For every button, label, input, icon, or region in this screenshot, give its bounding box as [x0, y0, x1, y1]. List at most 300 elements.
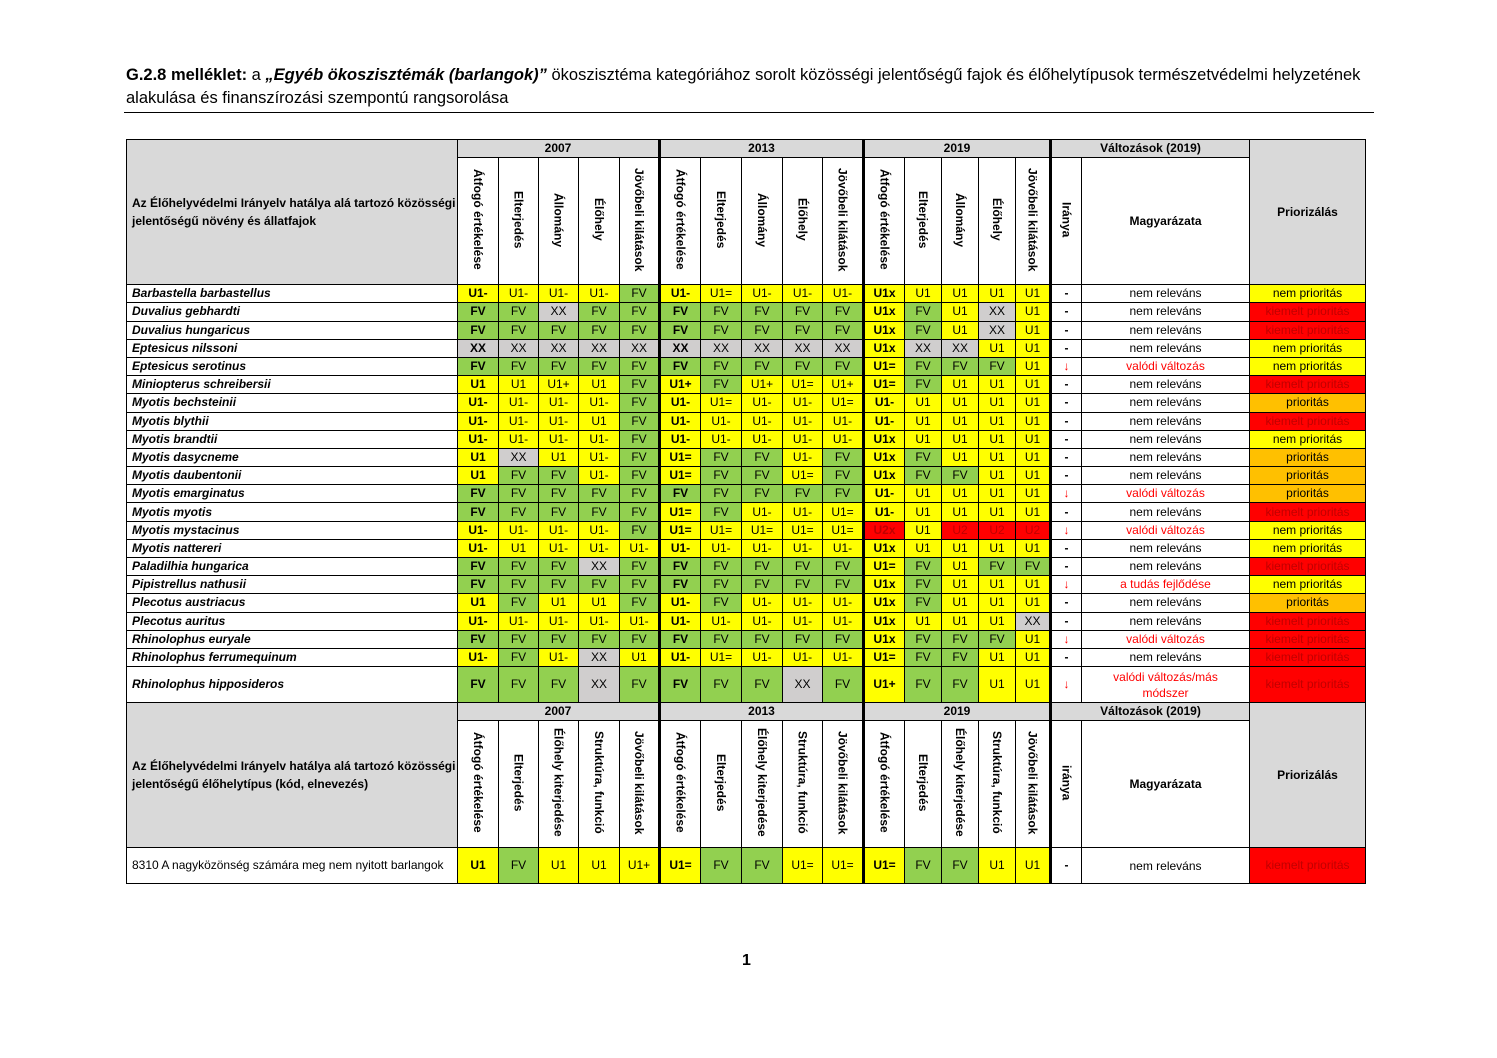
status-cell: U1	[979, 285, 1016, 303]
status-cell: U2	[979, 521, 1016, 539]
status-cell: U1-	[823, 594, 864, 612]
direction-cell: -	[1051, 285, 1082, 303]
subheader-cell	[458, 158, 499, 285]
status-cell: U1	[942, 303, 979, 321]
priority-cell: kiemelt prioritás	[1250, 321, 1366, 339]
status-cell: U1x	[864, 576, 905, 594]
table-row	[127, 485, 1366, 503]
explanation-cell: nem releváns	[1082, 339, 1250, 357]
status-cell: U1-	[539, 412, 579, 430]
status-cell: FV	[620, 594, 660, 612]
status-cell: U1	[979, 594, 1016, 612]
status-cell: U1	[579, 376, 620, 394]
status-cell: U1	[942, 321, 979, 339]
status-cell: U1	[905, 521, 942, 539]
status-cell: FV	[539, 630, 579, 648]
table-row	[127, 594, 1366, 612]
status-cell: U1-	[660, 430, 701, 448]
status-cell: FV	[499, 558, 539, 576]
priority-cell: prioritás	[1250, 594, 1366, 612]
status-cell: U1	[458, 467, 499, 485]
status-cell: U1-	[783, 648, 823, 666]
status-cell: FV	[742, 630, 783, 648]
table-row	[127, 430, 1366, 448]
status-cell: U1=	[783, 848, 823, 884]
status-cell: U1-	[579, 285, 620, 303]
explanation-cell: nem releváns	[1082, 303, 1250, 321]
status-cell: U1	[579, 594, 620, 612]
priority-header: Priorizálás	[1250, 703, 1366, 848]
status-cell: U1	[905, 394, 942, 412]
status-cell: FV	[905, 848, 942, 884]
status-cell: FV	[458, 303, 499, 321]
subheader-label: Állomány	[953, 192, 967, 247]
status-cell: FV	[499, 667, 539, 703]
subheader-label: Állomány	[551, 192, 566, 247]
status-cell: FV	[620, 667, 660, 703]
status-cell: FV	[620, 376, 660, 394]
row-name: Eptesicus serotinus	[127, 357, 458, 375]
status-cell: FV	[620, 285, 660, 303]
status-cell: U1x	[864, 339, 905, 357]
status-cell: U1	[979, 848, 1016, 884]
explanation-cell: nem releváns	[1082, 539, 1250, 557]
status-cell: U1	[942, 376, 979, 394]
status-cell: FV	[620, 448, 660, 466]
status-cell: FV	[742, 467, 783, 485]
status-cell: FV	[783, 303, 823, 321]
status-cell: U1	[942, 448, 979, 466]
subheader-label: Élőhely	[990, 198, 1004, 242]
subheader-label: Jövőbeli kilátások	[632, 167, 646, 272]
status-cell: U1	[539, 848, 579, 884]
year-header-2019: 2019	[864, 703, 1051, 721]
status-cell: U1-	[864, 503, 905, 521]
status-cell: FV	[499, 467, 539, 485]
status-cell: U1=	[823, 848, 864, 884]
status-cell: U1-	[783, 448, 823, 466]
row-name: Rhinolophus ferrumequinum	[127, 648, 458, 666]
changes-header: Változások (2019)	[1051, 140, 1250, 158]
status-cell: U1	[979, 539, 1016, 557]
status-cell: FV	[620, 430, 660, 448]
explanation-header: Magyarázata	[1082, 721, 1250, 848]
direction-cell: -	[1051, 448, 1082, 466]
status-cell: U1+	[742, 376, 783, 394]
status-cell: U1-	[783, 594, 823, 612]
status-cell: FV	[579, 576, 620, 594]
explanation-cell: valódi változás	[1082, 630, 1250, 648]
year-header-row	[127, 703, 1366, 721]
status-cell: U1	[499, 376, 539, 394]
status-cell: FV	[539, 503, 579, 521]
status-cell: FV	[660, 558, 701, 576]
status-cell: FV	[905, 594, 942, 612]
status-cell: U1	[942, 285, 979, 303]
status-cell: FV	[499, 321, 539, 339]
status-cell: FV	[905, 303, 942, 321]
subheader-cell	[742, 721, 783, 848]
status-cell: FV	[783, 357, 823, 375]
row-name: Myotis daubentonii	[127, 467, 458, 485]
row-name: Pipistrellus nathusii	[127, 576, 458, 594]
row-name: Eptesicus nilssoni	[127, 339, 458, 357]
direction-cell: ↓	[1051, 667, 1082, 703]
row-name: Barbastella barbastellus	[127, 285, 458, 303]
status-cell: U1-	[660, 394, 701, 412]
subheader-cell	[620, 158, 660, 285]
status-cell: FV	[905, 448, 942, 466]
status-cell: U1	[905, 285, 942, 303]
status-cell: XX	[942, 339, 979, 357]
priority-cell: nem prioritás	[1250, 357, 1366, 375]
status-cell: FV	[539, 467, 579, 485]
status-cell: U1-	[539, 648, 579, 666]
status-cell: U1-	[620, 612, 660, 630]
status-cell: XX	[579, 648, 620, 666]
status-cell: U1-	[701, 612, 742, 630]
status-cell: U1-	[660, 412, 701, 430]
row-name: Duvalius hungaricus	[127, 321, 458, 339]
status-cell: U1-	[864, 394, 905, 412]
subheader-label: Struktúra, funkció	[592, 731, 606, 835]
status-cell: FV	[579, 630, 620, 648]
table-row	[127, 667, 1366, 703]
row-name: Rhinolophus hipposideros	[127, 667, 458, 703]
status-cell: U1-	[579, 539, 620, 557]
status-cell: U1+	[823, 376, 864, 394]
status-cell: FV	[620, 503, 660, 521]
table-row	[127, 630, 1366, 648]
status-cell: U1	[1016, 539, 1051, 557]
table-row	[127, 521, 1366, 539]
status-cell: FV	[620, 485, 660, 503]
row-name: Paladilhia hungarica	[127, 558, 458, 576]
status-cell: FV	[539, 576, 579, 594]
year-header-row	[127, 140, 1366, 158]
row-name: 8310 A nagyközönség számára meg nem nyitott barlangok	[127, 848, 458, 884]
subheader-cell	[783, 721, 823, 848]
status-cell: FV	[905, 467, 942, 485]
status-cell: U1	[942, 558, 979, 576]
status-cell: U1	[979, 376, 1016, 394]
status-cell: FV	[979, 558, 1016, 576]
status-cell: U1	[979, 394, 1016, 412]
subheader-cell	[823, 721, 864, 848]
status-cell: U1-	[823, 539, 864, 557]
status-cell: U1=	[783, 521, 823, 539]
status-cell: U1-	[823, 612, 864, 630]
status-cell: U1-	[742, 594, 783, 612]
status-cell: U1	[905, 503, 942, 521]
explanation-cell: nem releváns	[1082, 430, 1250, 448]
status-cell: U1	[979, 412, 1016, 430]
row-name: Myotis emarginatus	[127, 485, 458, 503]
subheader-label: Átfogó értékelése	[877, 169, 892, 271]
status-cell: U1-	[579, 612, 620, 630]
status-cell: U1-	[458, 648, 499, 666]
status-cell: FV	[783, 558, 823, 576]
status-cell: U1=	[823, 394, 864, 412]
status-cell: U1-	[823, 412, 864, 430]
status-cell: U1x	[864, 321, 905, 339]
subheader-cell	[942, 721, 979, 848]
status-cell: U1	[1016, 357, 1051, 375]
status-cell: U1-	[458, 412, 499, 430]
status-cell: U1	[979, 612, 1016, 630]
subheader-cell	[783, 158, 823, 285]
status-cell: U1-	[823, 648, 864, 666]
status-cell: U1	[579, 412, 620, 430]
year-header-2007: 2007	[458, 703, 660, 721]
status-cell: U1	[579, 848, 620, 884]
direction-cell: -	[1051, 321, 1082, 339]
status-cell: U1-	[458, 285, 499, 303]
row-name: Myotis blythii	[127, 412, 458, 430]
status-cell: FV	[905, 558, 942, 576]
subheader-label: Jövőbeli kilátások	[632, 731, 646, 835]
status-cell: U2x	[864, 521, 905, 539]
status-cell: U1-	[499, 430, 539, 448]
status-cell: FV	[742, 357, 783, 375]
title-rule	[124, 112, 1374, 113]
status-cell: U1	[1016, 412, 1051, 430]
status-cell: FV	[458, 503, 499, 521]
status-cell: U1-	[579, 467, 620, 485]
status-cell: U1-	[499, 521, 539, 539]
status-cell: U1-	[783, 430, 823, 448]
status-cell: FV	[905, 357, 942, 375]
status-cell: U1	[942, 612, 979, 630]
status-cell: U1-	[783, 394, 823, 412]
status-cell: U1-	[539, 521, 579, 539]
status-cell: FV	[539, 667, 579, 703]
status-cell: XX	[499, 448, 539, 466]
direction-cell: ↓	[1051, 357, 1082, 375]
direction-cell: -	[1051, 339, 1082, 357]
status-cell: U1=	[864, 357, 905, 375]
subheader-label: Elterjedés	[916, 754, 930, 812]
status-cell: FV	[742, 321, 783, 339]
status-cell: U1	[458, 448, 499, 466]
subheader-cell	[742, 158, 783, 285]
status-cell: U1-	[579, 430, 620, 448]
subheader-cell	[905, 721, 942, 848]
status-cell: XX	[905, 339, 942, 357]
table-row	[127, 467, 1366, 485]
status-cell: U1-	[742, 539, 783, 557]
status-cell: FV	[579, 303, 620, 321]
subheader-label: Jövőbeli kilátások	[1025, 167, 1040, 272]
status-cell: FV	[1016, 558, 1051, 576]
status-cell: U1	[905, 612, 942, 630]
status-cell: U1=	[864, 848, 905, 884]
direction-cell: -	[1051, 412, 1082, 430]
status-cell: FV	[579, 485, 620, 503]
status-cell: FV	[701, 448, 742, 466]
status-cell: U1-	[660, 285, 701, 303]
table-row	[127, 648, 1366, 666]
status-cell: FV	[823, 321, 864, 339]
status-cell: U1-	[701, 430, 742, 448]
subheader-label: Elterjedés	[916, 191, 930, 249]
status-cell: XX	[499, 339, 539, 357]
status-cell: FV	[458, 667, 499, 703]
subheader-label: Struktúra, funkció	[795, 731, 810, 835]
status-cell: U1-	[783, 503, 823, 521]
table-row	[127, 612, 1366, 630]
status-cell: FV	[742, 558, 783, 576]
status-cell: U1x	[864, 467, 905, 485]
priority-cell: nem prioritás	[1250, 539, 1366, 557]
explanation-cell: valódi változás	[1082, 357, 1250, 375]
subheader-cell	[1016, 721, 1051, 848]
priority-cell: kiemelt prioritás	[1250, 848, 1366, 884]
status-cell: U1-	[579, 394, 620, 412]
status-cell: U1=	[701, 648, 742, 666]
status-cell: U1	[942, 576, 979, 594]
status-cell: U1	[1016, 285, 1051, 303]
row-name: Myotis nattereri	[127, 539, 458, 557]
status-cell: FV	[701, 376, 742, 394]
status-cell: FV	[942, 667, 979, 703]
status-cell: FV	[701, 357, 742, 375]
status-cell: XX	[539, 339, 579, 357]
table-row	[127, 503, 1366, 521]
status-cell: U1-	[539, 539, 579, 557]
subheader-label: Állomány	[755, 192, 769, 247]
status-cell: FV	[905, 321, 942, 339]
status-cell: FV	[783, 321, 823, 339]
row-name: Plecotus auritus	[127, 612, 458, 630]
status-cell: FV	[701, 467, 742, 485]
subheader-label: Élőhely	[795, 198, 810, 242]
status-cell: U1	[1016, 848, 1051, 884]
status-cell: FV	[742, 303, 783, 321]
status-cell: FV	[942, 648, 979, 666]
status-cell: XX	[742, 339, 783, 357]
subheader-label: Élőhely	[592, 198, 606, 242]
direction-header-cell	[1051, 721, 1082, 848]
subheader-cell	[539, 721, 579, 848]
row-name: Myotis myotis	[127, 503, 458, 521]
status-cell: U1	[1016, 467, 1051, 485]
status-cell: XX	[979, 303, 1016, 321]
subheader-cell	[660, 158, 701, 285]
status-cell: U1	[905, 539, 942, 557]
status-cell: U1	[620, 648, 660, 666]
status-cell: FV	[499, 648, 539, 666]
status-cell: U1-	[701, 412, 742, 430]
status-cell: U1-	[458, 521, 499, 539]
explanation-cell: nem releváns	[1082, 376, 1250, 394]
row-name: Miniopterus schreibersii	[127, 376, 458, 394]
direction-header: iránya	[1059, 765, 1074, 801]
status-cell: U1	[1016, 503, 1051, 521]
status-cell: FV	[458, 485, 499, 503]
subheader-cell	[823, 158, 864, 285]
status-cell: U1	[458, 594, 499, 612]
row-header: Az Élőhelyvédelmi Irányelv hatálya alá tartozó közösségi jelentőségű élőhelytípus (kód, elnevezés)	[127, 703, 458, 848]
status-cell: FV	[701, 594, 742, 612]
status-cell: FV	[579, 357, 620, 375]
explanation-cell: valódi változás	[1082, 485, 1250, 503]
table-row	[127, 539, 1366, 557]
status-cell: U1=	[701, 394, 742, 412]
title-a: a	[247, 66, 266, 84]
explanation-cell: nem releváns	[1082, 394, 1250, 412]
direction-cell: ↓	[1051, 630, 1082, 648]
priority-cell: kiemelt prioritás	[1250, 412, 1366, 430]
status-cell: FV	[701, 576, 742, 594]
priority-cell: prioritás	[1250, 467, 1366, 485]
subheader-cell	[458, 721, 499, 848]
status-cell: U1	[1016, 376, 1051, 394]
status-cell: U1-	[742, 394, 783, 412]
status-cell: FV	[499, 503, 539, 521]
status-cell: FV	[660, 303, 701, 321]
subheader-label: Átfogó értékelése	[877, 732, 892, 834]
status-cell: FV	[942, 630, 979, 648]
status-cell: XX	[783, 339, 823, 357]
status-cell: U1-	[539, 394, 579, 412]
status-cell: XX	[1016, 612, 1051, 630]
direction-header-cell	[1051, 158, 1082, 285]
table-row	[127, 376, 1366, 394]
status-cell: FV	[742, 576, 783, 594]
status-cell: U1	[979, 467, 1016, 485]
status-cell: U1-	[499, 394, 539, 412]
status-cell: FV	[579, 321, 620, 339]
status-cell: FV	[742, 448, 783, 466]
subheader-cell	[499, 158, 539, 285]
year-header-2013: 2013	[660, 703, 864, 721]
direction-cell: -	[1051, 848, 1082, 884]
direction-cell: ↓	[1051, 485, 1082, 503]
status-cell: U1-	[783, 285, 823, 303]
status-cell: U1=	[823, 503, 864, 521]
year-header-2013: 2013	[660, 140, 864, 158]
status-cell: XX	[458, 339, 499, 357]
status-cell: U1=	[660, 467, 701, 485]
status-cell: XX	[539, 303, 579, 321]
status-cell: U1	[942, 503, 979, 521]
subheader-cell	[660, 721, 701, 848]
status-cell: U1x	[864, 630, 905, 648]
subheader-label: Elterjedés	[511, 191, 526, 249]
table-row	[127, 303, 1366, 321]
table-row	[127, 339, 1366, 357]
subheader-label: Élőhely kiterjedése	[755, 728, 769, 838]
status-cell: U1	[905, 485, 942, 503]
status-cell: FV	[979, 630, 1016, 648]
status-cell: U1+	[660, 376, 701, 394]
status-cell: FV	[783, 485, 823, 503]
status-cell: U1=	[701, 285, 742, 303]
priority-cell: kiemelt prioritás	[1250, 376, 1366, 394]
row-name: Myotis brandtii	[127, 430, 458, 448]
status-cell: FV	[701, 485, 742, 503]
status-cell: FV	[905, 576, 942, 594]
status-cell: U1	[942, 394, 979, 412]
status-cell: U1=	[660, 503, 701, 521]
status-cell: U1	[979, 339, 1016, 357]
subheader-label: Jövőbeli kilátások	[835, 731, 850, 835]
status-cell: FV	[742, 485, 783, 503]
status-cell: U2	[942, 521, 979, 539]
status-cell: U1-	[499, 285, 539, 303]
status-cell: U1	[1016, 321, 1051, 339]
